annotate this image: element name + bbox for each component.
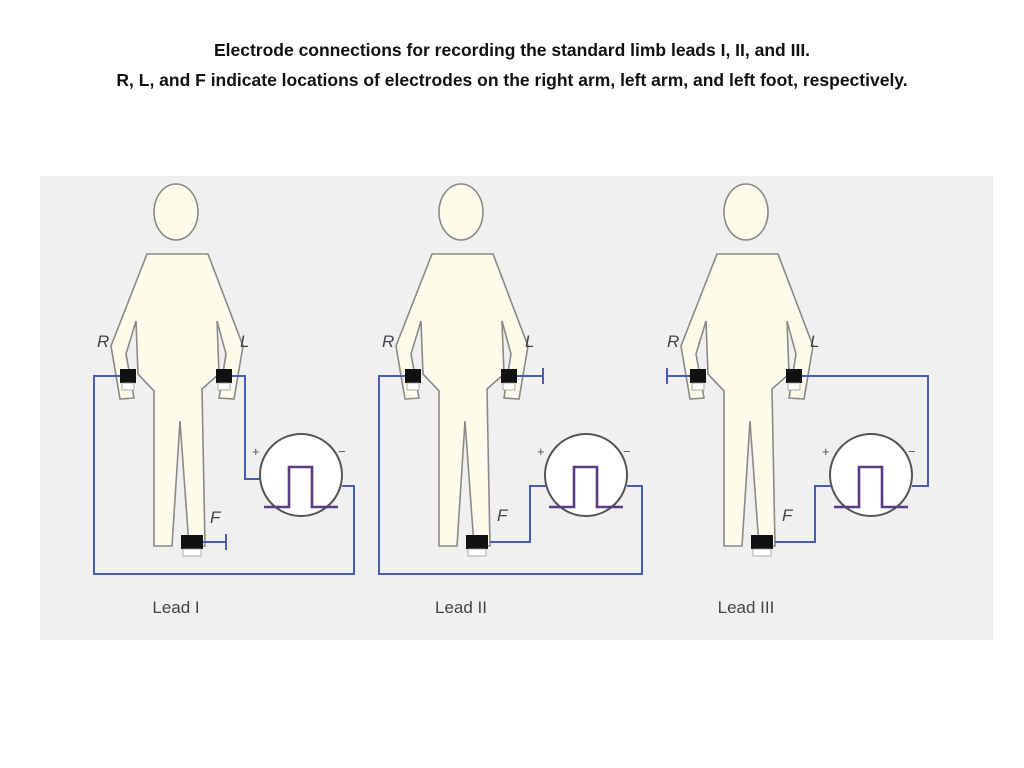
negative-terminal-label: − [908,444,916,459]
right-arm-electrode [405,369,421,383]
recording-meter [545,434,627,516]
negative-terminal-label: − [623,444,631,459]
terminated-foot-lead [203,534,226,550]
lead-3-diagram [667,184,928,617]
right-arm-electrode [120,369,136,383]
left-arm-electrode [501,369,517,383]
left-arm-electrode [216,369,232,383]
limb-leads-diagram [40,176,993,640]
left-foot-electrode [751,535,773,549]
label-left-arm: L [240,332,250,351]
label-left-arm: L [525,332,535,351]
label-left-foot: F [497,506,508,525]
label-left-foot: F [210,508,221,527]
left-foot-electrode [466,535,488,549]
caption-line-1: Electrode connections for recording the standard limb leads I, II, and III. [213,40,811,60]
lead-label: Lead II [435,598,487,617]
left-foot-electrode-cuff [468,549,486,556]
label-right-arm: R [667,332,680,351]
caption-line-2: R, L, and F indicate locations of electrodes on the right arm, left arm, and left foot, respectively. [116,70,908,90]
left-foot-electrode-cuff [183,549,201,556]
recording-meter [260,434,342,516]
label-left-arm: L [810,332,820,351]
positive-terminal-label: + [537,444,545,459]
head [439,184,483,240]
body-outline [111,254,243,546]
right-arm-electrode-cuff [407,383,419,390]
positive-terminal-label: + [822,444,830,459]
positive-terminal-label: + [252,444,260,459]
limb-leads-figure [40,176,993,640]
right-arm-electrode-cuff [692,383,704,390]
left-arm-electrode [786,369,802,383]
left-arm-electrode-cuff [503,383,515,390]
recording-meter [830,434,912,516]
right-arm-electrode [690,369,706,383]
body-outline [396,254,528,546]
head [154,184,198,240]
lead-label: Lead I [152,598,200,617]
right-arm-electrode-cuff [122,383,134,390]
left-foot-electrode [181,535,203,549]
label-left-foot: F [782,506,793,525]
label-right-arm: R [97,332,110,351]
lead-label: Lead III [717,598,775,617]
lead-2-diagram [379,184,642,617]
left-arm-electrode-cuff [788,383,800,390]
left-foot-electrode-cuff [753,549,771,556]
lead-1-diagram [94,184,354,617]
label-right-arm: R [382,332,395,351]
body-outline [681,254,813,546]
head [724,184,768,240]
left-arm-electrode-cuff [218,383,230,390]
negative-terminal-label: − [338,444,346,459]
